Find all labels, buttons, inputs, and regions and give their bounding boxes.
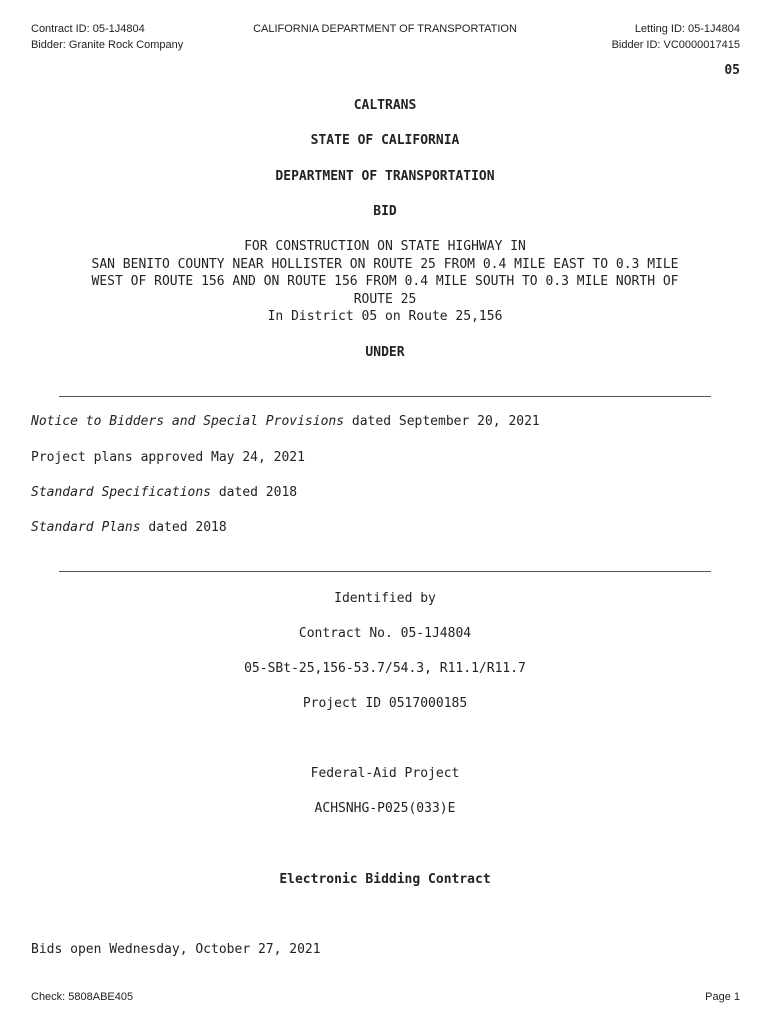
under-heading: UNDER bbox=[365, 345, 405, 360]
description-line: ROUTE 25 bbox=[353, 291, 417, 307]
title-caltrans: CALTRANS bbox=[353, 98, 417, 113]
header-right bbox=[612, 21, 740, 53]
bids-open: Bids open Wednesday, October 27, 2021 bbox=[31, 942, 321, 957]
title-bid: BID bbox=[373, 204, 397, 219]
district-number: 05 bbox=[724, 63, 740, 78]
check-code: Check: 5808ABE405 bbox=[31, 991, 134, 1003]
notice-line bbox=[31, 413, 540, 431]
divider bbox=[59, 571, 711, 572]
description-line: WEST OF ROUTE 156 AND ON ROUTE 156 FROM 0.4 MILE SOUTH TO 0.3 MILE NORTH OF bbox=[91, 274, 679, 289]
description-line: SAN BENITO COUNTY NEAR HOLLISTER ON ROUTE 25 FROM 0.4 MILE EAST TO 0.3 MILE bbox=[91, 256, 679, 272]
letting-id: Letting ID: 05-1J4804 bbox=[634, 23, 740, 35]
district-route-line: In District 05 on Route 25,156 bbox=[267, 309, 503, 324]
specs-title: Standard Specifications bbox=[31, 485, 212, 500]
standard-plans-line bbox=[31, 519, 227, 537]
title-department: DEPARTMENT OF TRANSPORTATION bbox=[275, 169, 495, 184]
title-state: STATE OF CALIFORNIA bbox=[310, 133, 460, 148]
standard-plans-date: dated 2018 bbox=[140, 520, 227, 535]
agency-header: CALIFORNIA DEPARTMENT OF TRANSPORTATION bbox=[253, 23, 517, 35]
page-number: Page 1 bbox=[705, 991, 740, 1003]
project-description bbox=[30, 238, 740, 326]
notice-title: Notice to Bidders and Special Provisions bbox=[31, 414, 345, 429]
divider bbox=[59, 396, 711, 397]
standard-plans-title: Standard Plans bbox=[31, 520, 141, 535]
description-line: FOR CONSTRUCTION ON STATE HIGHWAY IN bbox=[244, 239, 526, 254]
notice-date: dated September 20, 2021 bbox=[344, 414, 540, 429]
federal-aid-label: Federal-Aid Project bbox=[310, 766, 460, 781]
location-code: 05-SBt-25,156-53.7/54.3, R11.1/R11.7 bbox=[244, 661, 526, 676]
bidder-name: Bidder: Granite Rock Company bbox=[31, 39, 184, 51]
contract-id: Contract ID: 05-1J4804 bbox=[31, 23, 145, 35]
identified-by: Identified by bbox=[334, 591, 436, 606]
project-id: Project ID 0517000185 bbox=[302, 696, 468, 711]
specs-date: dated 2018 bbox=[211, 485, 298, 500]
specs-line bbox=[31, 484, 297, 502]
contract-number: Contract No. 05-1J4804 bbox=[298, 626, 472, 641]
plans-line: Project plans approved May 24, 2021 bbox=[31, 450, 305, 465]
federal-aid-number: ACHSNHG-P025(033)E bbox=[314, 801, 456, 816]
bidder-id: Bidder ID: VC0000017415 bbox=[611, 39, 740, 51]
contract-type: Electronic Bidding Contract bbox=[279, 872, 491, 887]
